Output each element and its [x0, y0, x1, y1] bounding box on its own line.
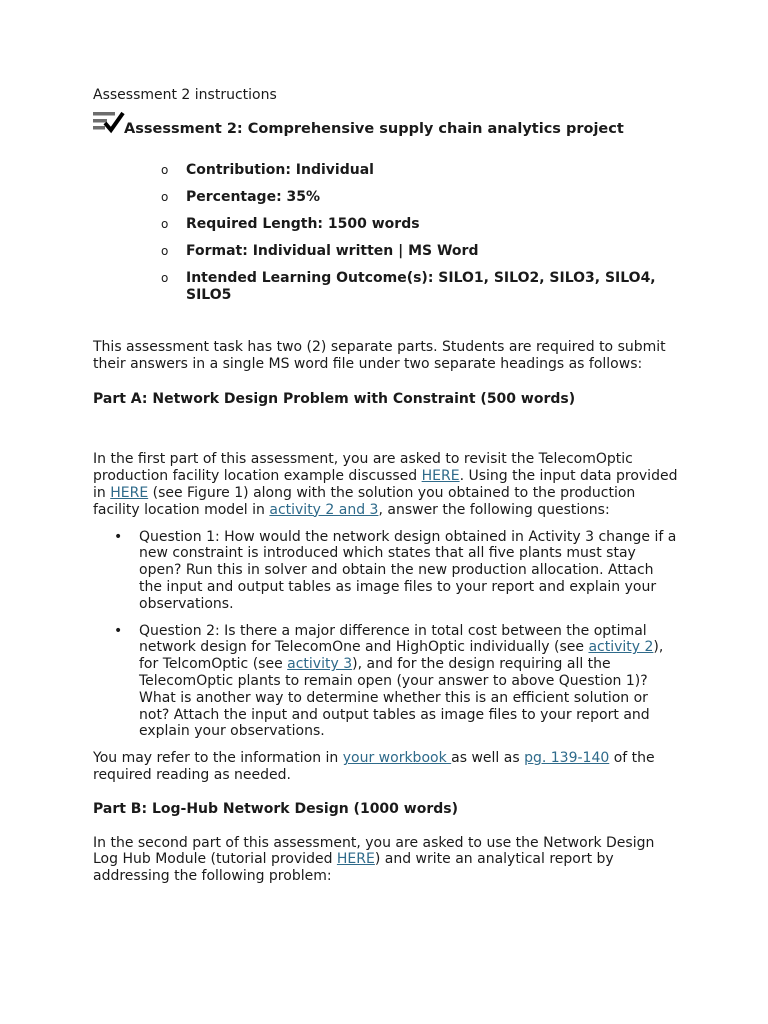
- question-1: • Question 1: How would the network design obtained in Activity 3 change if a new constraint is introduced which states that all five plants must stay open? Run this in solver and obtain the new production allocation. Attach the input and output tables as image files to your report and explain your observations.: [114, 528, 677, 612]
- meta-contribution: o Contribution: Individual: [161, 162, 374, 178]
- here-link-1[interactable]: HERE: [421, 468, 460, 485]
- here-link-3[interactable]: HERE: [336, 851, 375, 868]
- here-link-2[interactable]: HERE: [110, 484, 149, 501]
- list-bullet: o: [161, 217, 169, 231]
- assessment-title: Assessment 2: Comprehensive supply chain analytics project: [124, 121, 624, 137]
- activity-3-link[interactable]: activity 3: [287, 656, 353, 673]
- part-a-paragraph: In the first part of this assessment, you are asked to revisit the TelecomOptic production facility location example discussed HERE. Using the input data provided in HERE (see Figure 1) along with the solution you obtained to the production facility location model in activity 2 and 3, answer the following questions:: [93, 451, 678, 518]
- list-bullet: o: [161, 244, 169, 258]
- list-bullet: •: [114, 622, 123, 639]
- meta-format: o Format: Individual written | MS Word: [161, 243, 479, 259]
- list-bullet: o: [161, 163, 169, 177]
- list-bullet: o: [161, 271, 169, 285]
- question-2: • Question 2: Is there a major difference in total cost between the optimal network design for TelecomOne and HighOptic individually (see activity 2), for TelcomOptic (see activity 3), and for the design requiring all the TelecomOptic plants to remain open (your answer to above Question 1)? What is another way to determine whether this is an efficient solution or not? Attach the input and output tables as image files to your report and explain your observations.: [114, 622, 664, 740]
- meta-length: o Required Length: 1500 words: [161, 216, 420, 232]
- document-body: [93, 86, 678, 885]
- refer-paragraph: You may refer to the information in your workbook as well as pg. 139-140 of the required reading as needed.: [93, 750, 655, 783]
- pages-link[interactable]: pg. 139-140: [524, 750, 610, 767]
- assessment-meta-list: [93, 162, 678, 304]
- workbook-link[interactable]: your workbook: [342, 750, 452, 767]
- questions-list: [93, 529, 678, 741]
- part-a-heading: Part A: Network Design Problem with Constraint (500 words): [93, 390, 576, 407]
- assessment-title-row: [93, 116, 678, 142]
- meta-percentage: o Percentage: 35%: [161, 189, 321, 205]
- activity-2-link[interactable]: activity 2: [588, 639, 654, 656]
- document-heading: Assessment 2 instructions: [93, 87, 277, 103]
- activity-2-and-3-link[interactable]: activity 2 and 3: [269, 501, 379, 518]
- meta-outcomes: o Intended Learning Outcome(s): SILO1, SILO2, SILO3, SILO4, SILO5: [161, 270, 656, 303]
- part-b-paragraph: In the second part of this assessment, you are asked to use the Network Design Log Hub Module (tutorial provided HERE) and write an analytical report by addressing the following problem:: [93, 834, 655, 885]
- part-b-heading: Part B: Log-Hub Network Design (1000 words): [93, 800, 458, 817]
- list-bullet: •: [114, 528, 123, 545]
- list-bullet: o: [161, 190, 169, 204]
- intro-paragraph: This assessment task has two (2) separate parts. Students are required to submit their answers in a single MS word file under two separate headings as follows:: [93, 339, 666, 372]
- checklist-icon: [93, 110, 125, 136]
